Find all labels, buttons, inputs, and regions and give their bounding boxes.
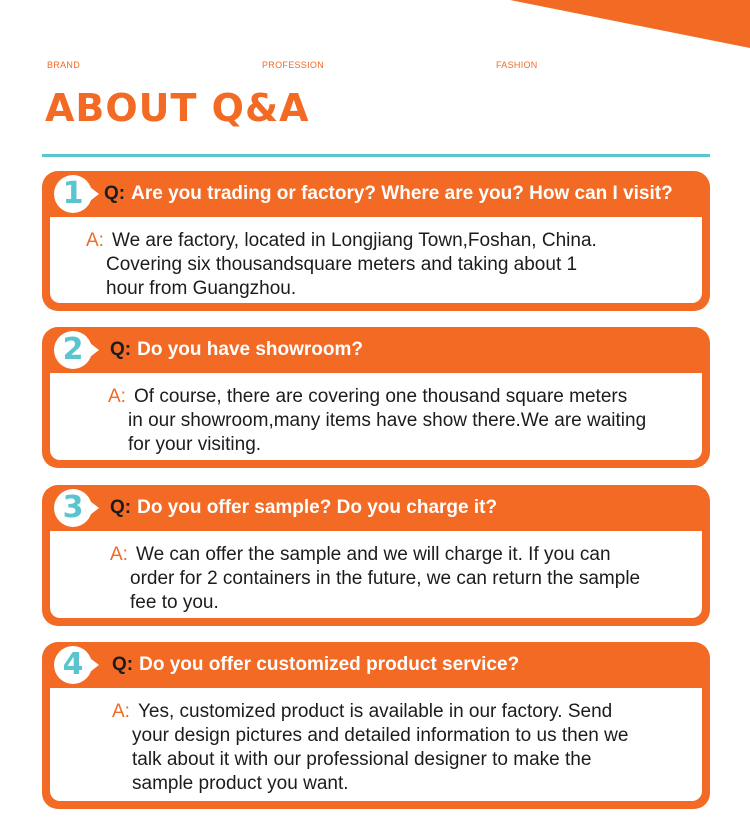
faq-answer-panel bbox=[50, 217, 702, 303]
faq-card-4 bbox=[42, 642, 710, 809]
answer-line: Of course, there are covering one thousand square meters bbox=[134, 386, 628, 407]
a-label: A: bbox=[86, 230, 104, 251]
faq-card-2 bbox=[42, 327, 710, 468]
nav-profession: PROFESSION bbox=[262, 60, 325, 70]
faq-question bbox=[110, 327, 363, 373]
answer-line: hour from Guangzhou. bbox=[106, 278, 297, 299]
answer-line: Yes, customized product is available in our factory. Send bbox=[138, 701, 613, 722]
q-label: Q: bbox=[110, 497, 132, 518]
answer-line: We are factory, located in Longjiang Town,Foshan, China. bbox=[112, 230, 597, 251]
corner-decoration bbox=[510, 0, 750, 48]
faq-question-bar bbox=[42, 171, 710, 217]
faq-question-bar bbox=[42, 485, 710, 531]
faq-question-bar bbox=[42, 642, 710, 688]
faq-question bbox=[110, 485, 497, 531]
faq-answer-panel bbox=[50, 531, 702, 618]
faq-question bbox=[112, 642, 519, 688]
faq-question bbox=[104, 171, 673, 217]
faq-number: 1 bbox=[62, 176, 84, 211]
answer-line: your design pictures and detailed information to us then we bbox=[132, 725, 629, 746]
answer-line: sample product you want. bbox=[132, 773, 349, 794]
answer-line: fee to you. bbox=[130, 592, 219, 613]
answer-line: for your visiting. bbox=[128, 434, 262, 455]
faq-answer-panel bbox=[50, 373, 702, 460]
faq-answer bbox=[108, 385, 682, 457]
answer-line: order for 2 containers in the future, we can return the sample bbox=[130, 568, 641, 589]
answer-line: in our showroom,many items have show there.We are waiting bbox=[128, 410, 647, 431]
question-text: Are you trading or factory? Where are you? How can I visit? bbox=[131, 183, 673, 204]
a-label: A: bbox=[110, 544, 128, 565]
faq-number: 2 bbox=[62, 332, 84, 367]
a-label: A: bbox=[108, 386, 126, 407]
a-label: A: bbox=[112, 701, 130, 722]
question-text: Do you have showroom? bbox=[137, 339, 364, 360]
nav-fashion: FASHION bbox=[496, 60, 538, 70]
q-label: Q: bbox=[112, 654, 134, 675]
faq-card-3 bbox=[42, 485, 710, 626]
faq-card-1 bbox=[42, 171, 710, 311]
page-title: ABOUT Q&A bbox=[45, 86, 310, 130]
top-nav bbox=[0, 60, 750, 74]
answer-line: talk about it with our professional designer to make the bbox=[132, 749, 592, 770]
question-text: Do you offer customized product service? bbox=[139, 654, 520, 675]
faq-answer bbox=[112, 700, 686, 796]
q-label: Q: bbox=[110, 339, 132, 360]
faq-answer bbox=[86, 229, 672, 301]
nav-brand: BRAND bbox=[47, 60, 81, 70]
title-divider bbox=[42, 154, 710, 157]
faq-number: 4 bbox=[62, 647, 84, 682]
q-label: Q: bbox=[104, 183, 126, 204]
faq-question-bar bbox=[42, 327, 710, 373]
faq-answer bbox=[110, 543, 686, 615]
question-text: Do you offer sample? Do you charge it? bbox=[137, 497, 498, 518]
answer-line: We can offer the sample and we will charge it. If you can bbox=[136, 544, 611, 565]
answer-line: Covering six thousandsquare meters and taking about 1 bbox=[106, 254, 578, 275]
faq-answer-panel bbox=[50, 688, 702, 801]
faq-number: 3 bbox=[62, 490, 84, 525]
